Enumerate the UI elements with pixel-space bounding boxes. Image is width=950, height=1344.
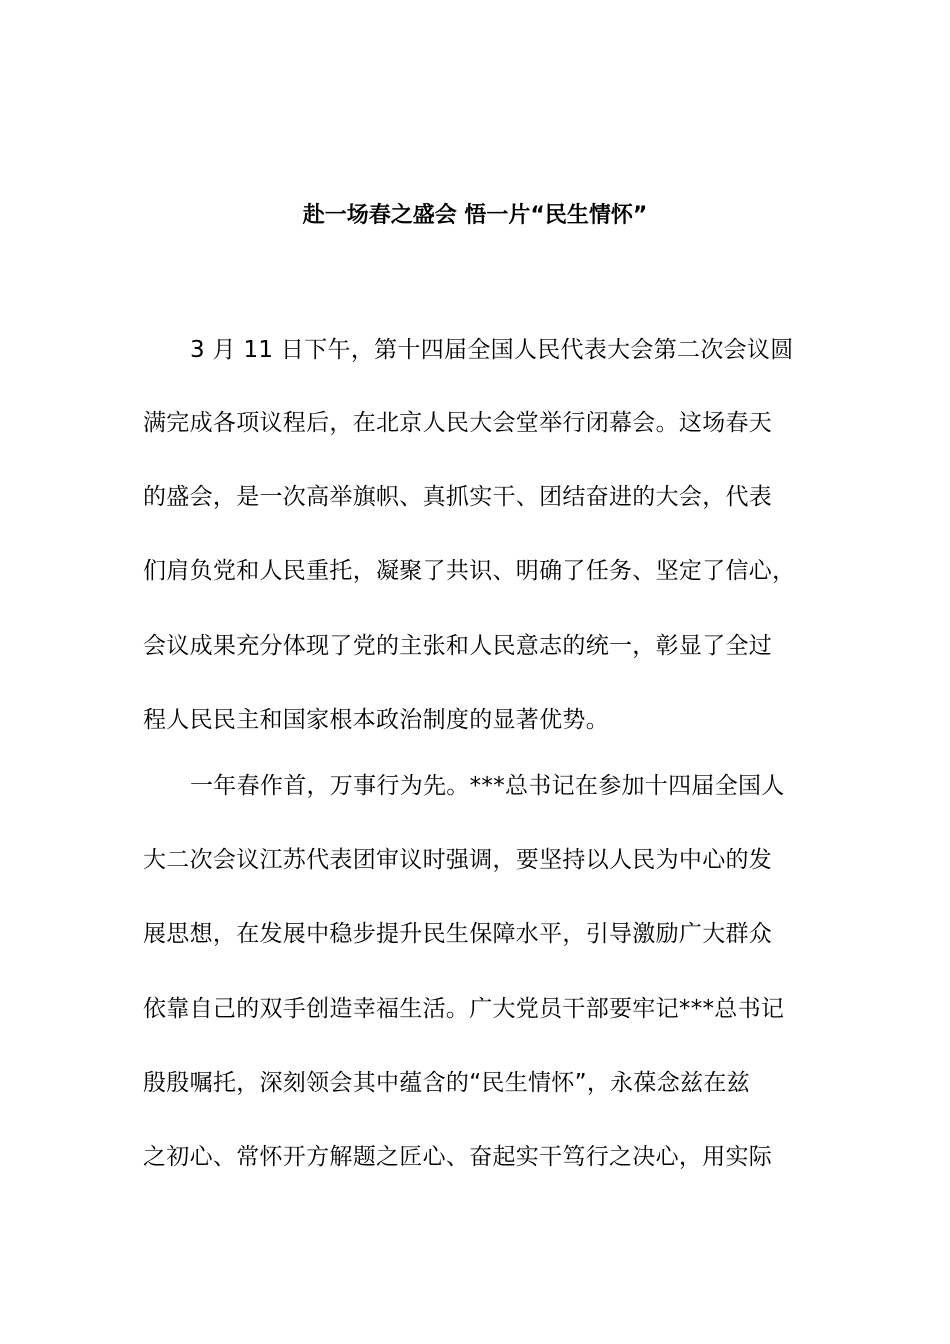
paragraph-2-line-1: 一年春作首，万事行为先。***总书记在参加十四届全国人 — [190, 773, 785, 799]
paragraph-2-line-4: 依靠自己的双手创造幸福生活。广大党员干部要牢记***总书记 — [143, 996, 785, 1022]
paragraph-2-line-5: 殷殷嘱托，深刻领会其中蕴含的“民生情怀”，永葆念兹在兹 — [143, 1070, 750, 1096]
paragraph-2-line-2: 大二次会议江苏代表团审议时强调，要坚持以人民为中心的发 — [143, 847, 773, 873]
paragraph-1-line-5: 会议成果充分体现了党的主张和人民意志的统一，彰显了全过 — [143, 633, 773, 659]
paragraph-1-line-1: 3 月 11 日下午，第十四届全国人民代表大会第二次会议圆 — [190, 337, 794, 363]
paragraph-1-line-6: 程人民民主和国家根本政治制度的显著优势。 — [143, 707, 609, 733]
paragraph-2-line-6: 之初心、常怀开方解题之匠心、奋起实干笃行之决心，用实际 — [143, 1144, 773, 1170]
paragraph-1-line-3: 的盛会，是一次高举旗帜、真抓实干、团结奋进的大会，代表 — [143, 484, 773, 510]
paragraph-1-line-4: 们肩负党和人民重托，凝聚了共识、明确了任务、坚定了信心， — [143, 558, 796, 584]
document-title: 赴一场春之盛会 悟一片“民生情怀” — [302, 203, 648, 228]
paragraph-2-line-3: 展思想，在发展中稳步提升民生保障水平，引导激励广大群众 — [143, 921, 773, 947]
paragraph-1-line-2: 满完成各项议程后，在北京人民大会堂举行闭幕会。这场春天 — [143, 410, 773, 436]
